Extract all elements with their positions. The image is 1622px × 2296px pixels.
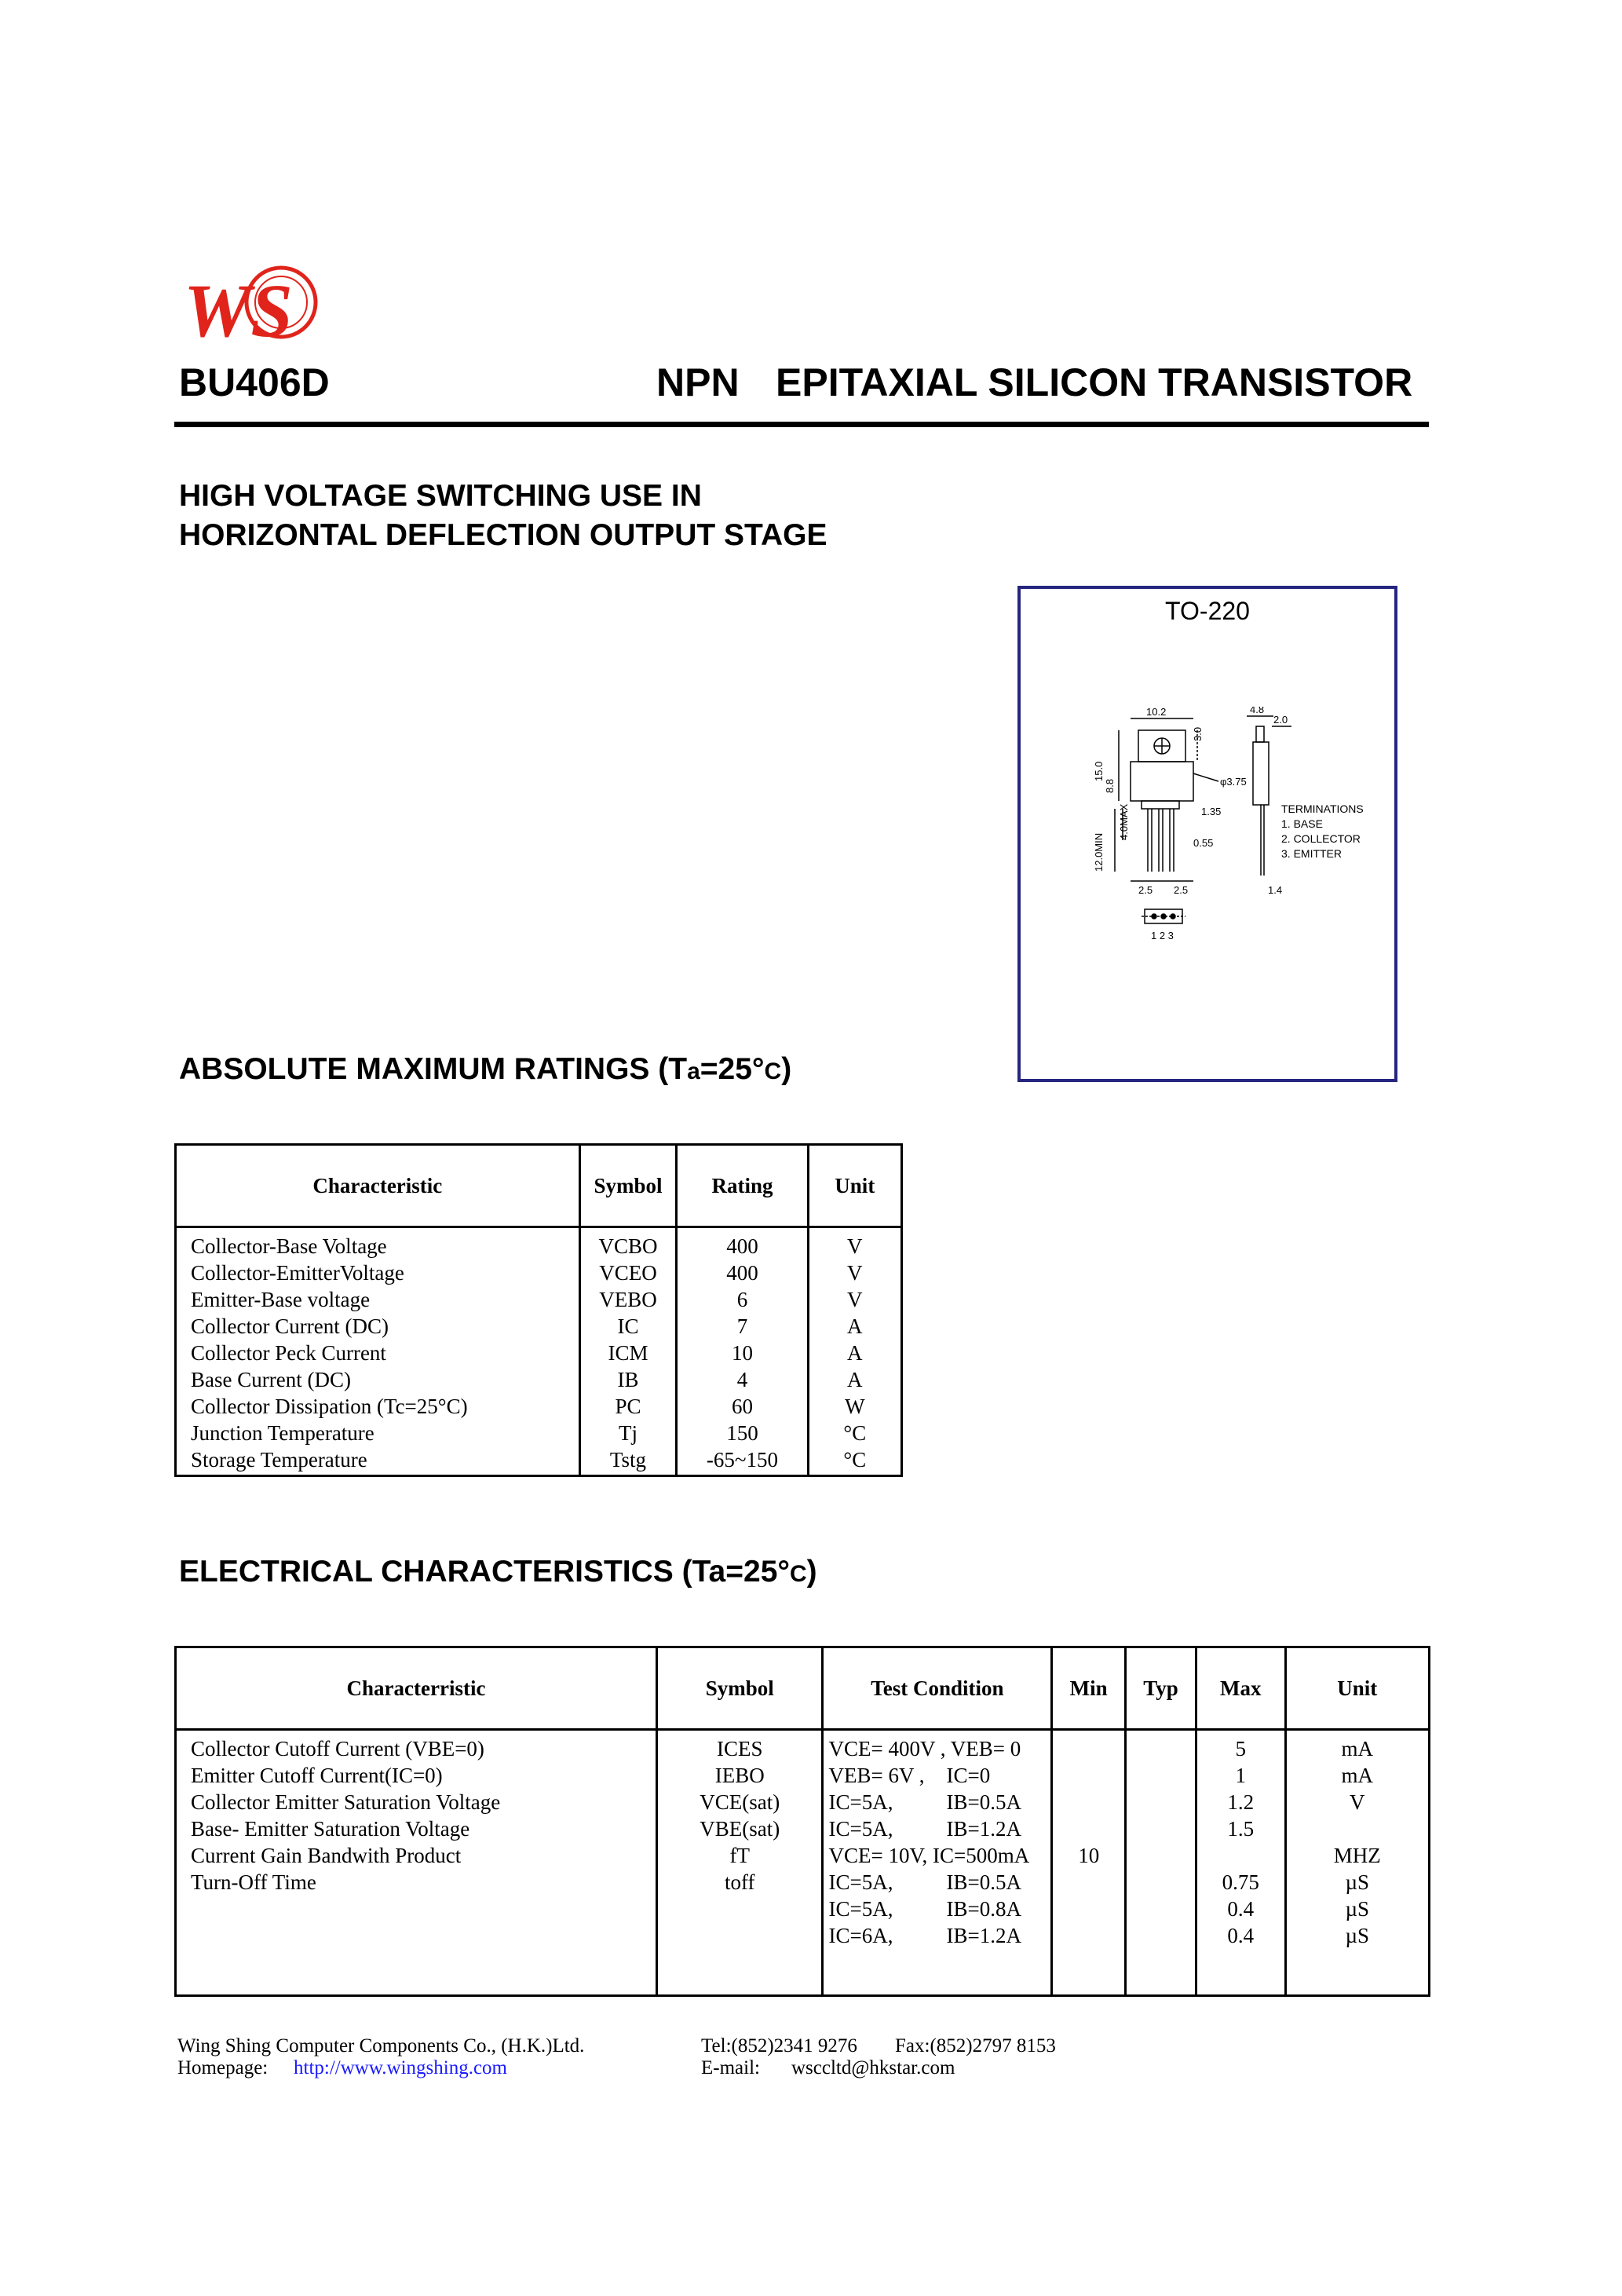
table-cell: µS [1345,1897,1370,1921]
header-typ: Typ [1126,1647,1196,1730]
table-cell: VBE(sat) [700,1817,780,1841]
dim-hole: φ3.75 [1220,776,1247,788]
characteristic-column [176,1730,657,1996]
table-cell: Tj [618,1421,637,1445]
header-test-condition: Test Condition [823,1647,1052,1730]
termination-base: 1. BASE [1281,817,1323,830]
table-cell: IC=5A, IB=0.5A [828,1790,1021,1814]
termination-collector: 2. COLLECTOR [1281,832,1361,845]
unit-column [808,1227,901,1476]
table-cell: MHZ [1333,1844,1381,1867]
table-cell: Collector-EmitterVoltage [191,1261,404,1285]
subtitle-line-2: HORIZONTAL DEFLECTION OUTPUT STAGE [179,518,827,552]
footer-email-label: E-mail: [701,2057,760,2078]
logo-letters: WS [184,269,293,353]
device-type: NPN [656,360,740,404]
dim-lead-min: 12.0MIN [1093,832,1105,872]
max-column [1196,1730,1285,1996]
table-cell: A [847,1368,863,1391]
table-cell: VEB= 6V , IC=0 [828,1764,991,1787]
table-cell: V [847,1234,863,1258]
absolute-maximum-ratings-title: ABSOLUTE MAXIMUM RATINGS (Ta=25°C) [179,1052,792,1086]
table-cell: Collector Peck Current [191,1341,386,1365]
table-cell: 60 [731,1395,753,1418]
package-outline-box [1017,586,1397,1082]
footer-telephone: Tel:(852)2341 9276 [701,2035,857,2057]
dim-lead-max: 4.0MAX [1118,803,1130,840]
table-cell: Junction Temperature [191,1421,374,1445]
typ-column [1126,1730,1196,1996]
header-symbol: Symbol [657,1647,823,1730]
table-cell: 0.4 [1227,1897,1255,1921]
dim-tab-height: 3.0 [1192,726,1204,741]
table-cell: ICES [716,1737,763,1760]
table-cell: Collector-Base Voltage [191,1234,387,1258]
header-rating: Rating [677,1145,808,1227]
table-cell: IC=5A, IB=1.2A [828,1817,1021,1841]
termination-emitter: 3. EMITTER [1281,847,1343,860]
table-cell: ICM [608,1341,648,1365]
table-cell: 1 [1235,1764,1246,1787]
table-cell [1053,1735,1124,1762]
package-dimension-drawing [1076,707,1390,942]
footer-company: Wing Shing Computer Components Co., (H.K.)Ltd. [177,2035,585,2057]
table-cell: °C [843,1421,867,1445]
title-rule [174,422,1429,427]
terminations-title: TERMINATIONS [1281,803,1364,815]
table-cell: mA [1341,1737,1374,1760]
table-cell: Emitter Cutoff Current(IC=0) [191,1764,443,1787]
header-unit: Unit [1285,1647,1429,1730]
table-cell: VCBO [598,1234,658,1258]
test-condition-column [823,1730,1052,1996]
table-cell: Storage Temperature [191,1448,367,1472]
dim-lead-width: 1.35 [1201,806,1222,817]
header-max: Max [1196,1647,1285,1730]
table-cell: 150 [726,1421,758,1445]
header-unit: Unit [808,1145,901,1227]
rating-column [677,1227,808,1476]
table-cell [1197,1842,1284,1869]
table-cell: 1.2 [1227,1790,1255,1814]
electrical-characteristics-title: ELECTRICAL CHARACTERISTICS (Ta=25°C) [179,1555,817,1589]
dim-width: 10.2 [1146,707,1167,718]
table-cell: Collector Current (DC) [191,1314,389,1338]
unit-column [1285,1730,1429,1996]
table-cell: 0.75 [1222,1870,1259,1894]
table-cell: Collector Dissipation (Tc=25°C) [191,1395,468,1418]
symbol-column [657,1730,823,1996]
min-column [1052,1730,1126,1996]
table-cell: V [847,1261,863,1285]
dim-tab-thickness: 2.0 [1273,714,1288,726]
device-description: EPITAXIAL SILICON TRANSISTOR [776,360,1413,404]
table-cell: 6 [736,1288,748,1311]
table-cell: Tstg [609,1448,647,1472]
dim-depth: 4.8 [1250,707,1265,715]
table-cell: PC [615,1395,641,1418]
header-characteristic: Characterristic [176,1647,657,1730]
dim-pitch-2: 2.5 [1174,884,1189,896]
table-cell: fT [729,1844,750,1867]
table-cell: VCEO [599,1261,657,1285]
table-cell: A [847,1314,863,1338]
table-cell: VCE= 10V, IC=500mA [828,1844,1030,1867]
dim-total-height: 15.0 [1093,761,1105,781]
dim-body-height: 8.8 [1104,778,1116,793]
table-cell: Collector Cutoff Current (VBE=0) [191,1737,484,1760]
table-cell: toff [725,1870,755,1894]
electrical-characteristics-table [174,1646,1430,1997]
table-cell: IC=5A, IB=0.8A [828,1897,1021,1921]
part-number: BU406D [179,360,330,404]
dim-side-lead: 1.4 [1268,884,1283,896]
table-cell: Collector Emitter Saturation Voltage [191,1790,501,1814]
subtitle-line-1: HIGH VOLTAGE SWITCHING USE IN [179,479,702,513]
table-cell: 400 [726,1234,758,1258]
footer-homepage-link[interactable]: http://www.wingshing.com [294,2057,507,2078]
table-cell: 1.5 [1227,1817,1255,1841]
footer-email: wsccltd@hkstar.com [791,2057,955,2078]
pin-numbers: 1 2 3 [1151,930,1174,941]
table-cell: W [845,1395,865,1418]
table-cell: VCE(sat) [700,1790,780,1814]
footer-fax: Fax:(852)2797 8153 [895,2035,1056,2057]
table-cell: Current Gain Bandwith Product [191,1844,462,1867]
table-cell [1287,1815,1428,1842]
characteristic-column [176,1227,580,1476]
table-cell: V [1350,1790,1365,1814]
table-cell: 4 [736,1368,748,1391]
table-cell: IB [617,1368,639,1391]
table-cell [1053,1762,1124,1789]
table-cell: 0.4 [1227,1924,1255,1947]
table-cell: µS [1345,1924,1370,1947]
table-cell: -65~150 [706,1448,779,1472]
table-cell: 10 [1078,1844,1100,1867]
table-cell: Base Current (DC) [191,1368,351,1391]
footer-homepage-label: Homepage: [177,2057,269,2078]
table-cell: VEBO [599,1288,657,1311]
table-cell: mA [1341,1764,1374,1787]
company-logo [179,258,328,360]
symbol-column [579,1227,677,1476]
table-cell: A [847,1341,863,1365]
table-cell: V [847,1288,863,1311]
table-cell: IC=6A, IB=1.2A [828,1924,1021,1947]
header-symbol: Symbol [579,1145,677,1227]
table-cell: 400 [726,1261,758,1285]
table-cell: IC [617,1314,639,1338]
table-cell: IC=5A, IB=0.5A [828,1870,1021,1894]
dim-lead-thick: 0.55 [1193,837,1214,849]
table-cell: 10 [731,1341,753,1365]
header-min: Min [1052,1647,1126,1730]
table-cell: µS [1345,1870,1370,1894]
package-name: TO-220 [1165,597,1250,625]
dim-pitch-1: 2.5 [1138,884,1153,896]
header-characteristic: Characteristic [176,1145,580,1227]
table-cell: Base- Emitter Saturation Voltage [191,1817,470,1841]
table-cell: 5 [1235,1737,1246,1760]
table-cell: °C [843,1448,867,1472]
table-cell: VCE= 400V , VEB= 0 [828,1737,1021,1760]
table-cell: Turn-Off Time [191,1870,316,1894]
absolute-maximum-ratings-table [174,1143,903,1477]
table-cell: Emitter-Base voltage [191,1288,371,1311]
table-cell [1053,1815,1124,1842]
table-cell: IEBO [714,1764,765,1787]
table-cell [1053,1789,1124,1815]
table-cell: 7 [736,1314,748,1338]
